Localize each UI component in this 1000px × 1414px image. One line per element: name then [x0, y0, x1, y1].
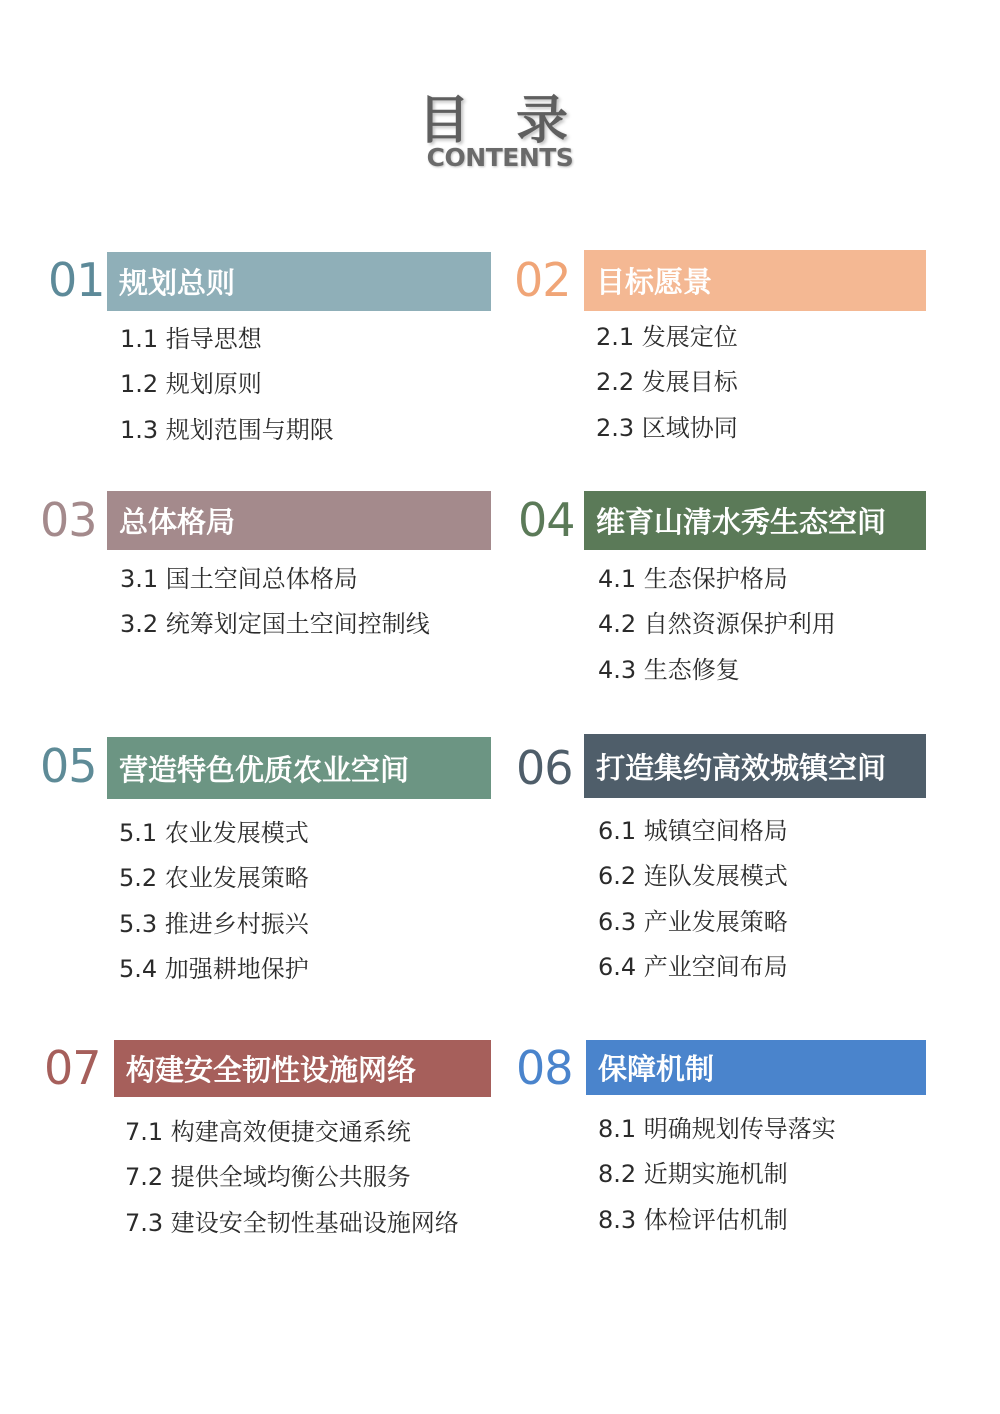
section-number: 02 — [514, 253, 571, 307]
section-title-bar[interactable]: 维育山清水秀生态空间 — [584, 491, 926, 550]
section-title-bar[interactable]: 保障机制 — [586, 1040, 926, 1095]
section-title-bar[interactable]: 总体格局 — [107, 491, 491, 550]
toc-item[interactable]: 7.3 建设安全韧性基础设施网络 — [125, 1208, 459, 1237]
toc-item[interactable]: 1.1 指导思想 — [120, 325, 262, 353]
section-number: 04 — [518, 493, 575, 547]
section-01 — [48, 250, 498, 450]
section-number: 07 — [44, 1041, 101, 1095]
section-items — [598, 1107, 836, 1243]
toc-item[interactable]: 7.2 提供全域均衡公共服务 — [125, 1163, 411, 1192]
toc-item[interactable]: 7.1 构建高效便捷交通系统 — [125, 1118, 411, 1146]
toc-item[interactable]: 4.3 生态修复 — [598, 655, 740, 684]
toc-item[interactable]: 3.2 统筹划定国土空间控制线 — [120, 610, 430, 639]
section-02 — [514, 250, 934, 450]
section-title-bar[interactable]: 打造集约高效城镇空间 — [584, 734, 926, 798]
section-number: 03 — [40, 493, 97, 547]
toc-item[interactable]: 8.1 明确规划传导落实 — [598, 1115, 836, 1143]
toc-item[interactable]: 6.1 城镇空间格局 — [598, 817, 788, 845]
toc-item[interactable]: 5.1 农业发展模式 — [119, 819, 309, 847]
section-title-bar[interactable]: 目标愿景 — [584, 250, 926, 311]
section-items — [120, 317, 334, 453]
section-number: 06 — [516, 741, 573, 795]
section-items — [119, 811, 309, 993]
section-number: 01 — [48, 253, 105, 307]
section-title-bar[interactable]: 构建安全韧性设施网络 — [114, 1040, 491, 1097]
section-items — [598, 557, 836, 693]
section-items — [598, 809, 788, 991]
section-items — [120, 557, 430, 648]
section-title-bar[interactable]: 营造特色优质农业空间 — [107, 737, 491, 799]
section-03 — [40, 490, 500, 660]
section-04 — [518, 490, 934, 690]
toc-item[interactable]: 2.3 区域协同 — [596, 413, 738, 442]
section-number: 08 — [516, 1041, 573, 1095]
section-06 — [516, 734, 934, 994]
toc-item[interactable]: 5.2 农业发展策略 — [119, 864, 309, 893]
toc-item[interactable]: 3.1 国土空间总体格局 — [120, 565, 358, 593]
page-subtitle: CONTENTS — [426, 143, 574, 172]
toc-item[interactable]: 8.3 体检评估机制 — [598, 1205, 788, 1234]
toc-item[interactable]: 2.1 发展定位 — [596, 323, 738, 351]
toc-item[interactable]: 8.2 近期实施机制 — [598, 1160, 788, 1189]
toc-item[interactable]: 1.3 规划范围与期限 — [120, 415, 334, 444]
toc-item[interactable]: 5.3 推进乡村振兴 — [119, 909, 309, 938]
toc-item[interactable]: 4.2 自然资源保护利用 — [598, 610, 836, 639]
section-title-bar[interactable]: 规划总则 — [107, 252, 491, 311]
section-number: 05 — [40, 739, 97, 793]
toc-item[interactable]: 6.3 产业发展策略 — [598, 907, 788, 936]
toc-item[interactable]: 6.2 连队发展模式 — [598, 862, 788, 891]
section-05 — [40, 736, 500, 996]
toc-item[interactable]: 4.1 生态保护格局 — [598, 565, 788, 593]
section-07 — [44, 1038, 500, 1258]
section-items — [596, 315, 738, 451]
section-08 — [516, 1038, 934, 1258]
toc-item[interactable]: 5.4 加强耕地保护 — [119, 955, 309, 984]
toc-item[interactable]: 2.2 发展目标 — [596, 368, 738, 397]
page-title: 目 录 — [417, 91, 583, 151]
toc-item[interactable]: 6.4 产业空间布局 — [598, 953, 788, 982]
toc-item[interactable]: 1.2 规划原则 — [120, 370, 262, 399]
section-items — [125, 1110, 459, 1246]
